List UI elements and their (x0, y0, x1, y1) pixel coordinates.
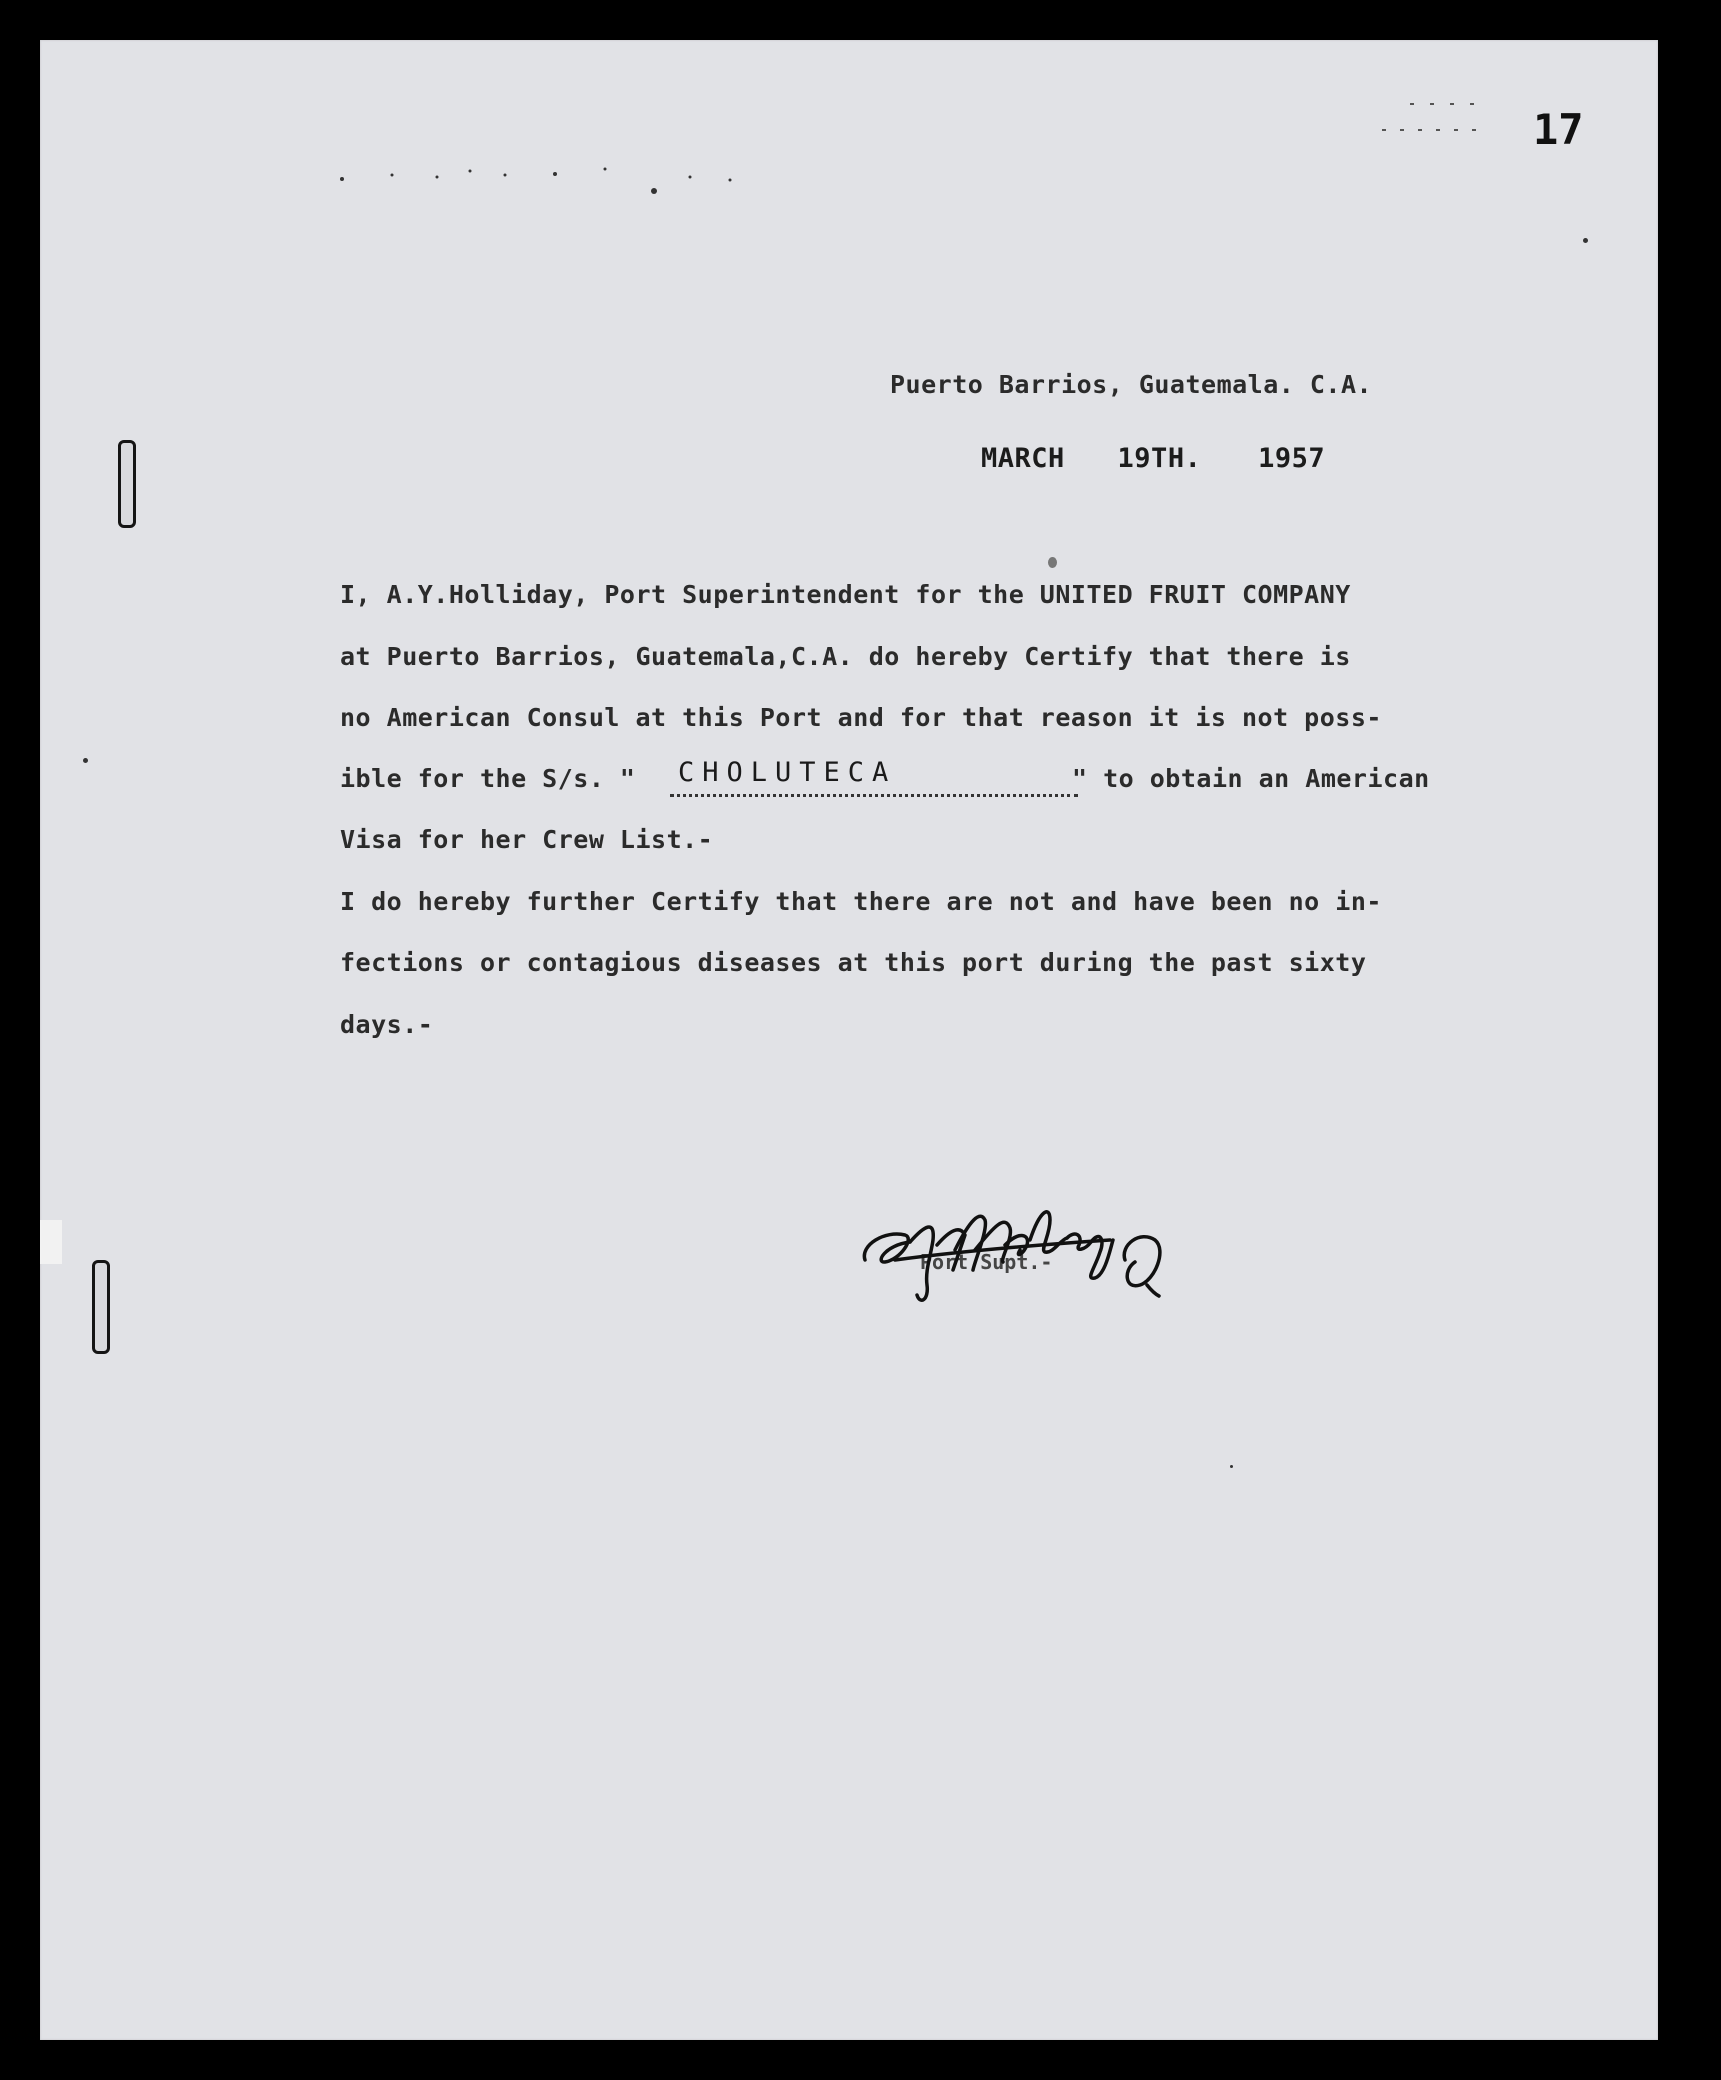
stray-speck (1583, 238, 1588, 243)
date-day: 19TH. (1117, 443, 1202, 474)
body-line-3: no American Consul at this Port and for that reason it is not poss- (340, 703, 1382, 732)
stray-speck (83, 758, 88, 763)
stray-speck (1230, 1465, 1233, 1468)
body-line-4-start: ible for the S/s. " (340, 764, 636, 793)
letter-date (981, 443, 1325, 474)
paper-tab (40, 1220, 62, 1264)
body-line-7: fections or contagious diseases at this port during the past sixty (340, 948, 1367, 977)
letter-location: Puerto Barrios, Guatemala. C.A. (890, 370, 1373, 399)
body-line-8: days.- (340, 1010, 434, 1039)
staple-mark (118, 440, 136, 528)
body-line-5: Visa for her Crew List.- (340, 825, 714, 854)
page-number: 17 (1533, 105, 1584, 154)
signature-typed-title: Port Supt.- (920, 1250, 1053, 1274)
body-line-1: I, A.Y.Holliday, Port Superintendent for the UNITED FRUIT COMPANY (340, 580, 1351, 609)
date-year: 1957 (1258, 443, 1326, 474)
body-line-4-end: " to obtain an American (1072, 764, 1430, 793)
staple-mark (92, 1260, 110, 1354)
handwritten-signature (855, 1190, 1175, 1320)
stray-specks (340, 165, 900, 205)
ship-name-field: CHOLUTECA (670, 757, 1078, 797)
body-line-6: I do hereby further Certify that there are not and have been no in- (340, 887, 1382, 916)
stray-speck (1048, 557, 1057, 568)
date-month: MARCH (981, 443, 1065, 474)
document-page (40, 40, 1658, 2040)
body-line-2: at Puerto Barrios, Guatemala,C.A. do hereby Certify that there is (340, 642, 1351, 671)
stray-marks (1370, 82, 1520, 152)
